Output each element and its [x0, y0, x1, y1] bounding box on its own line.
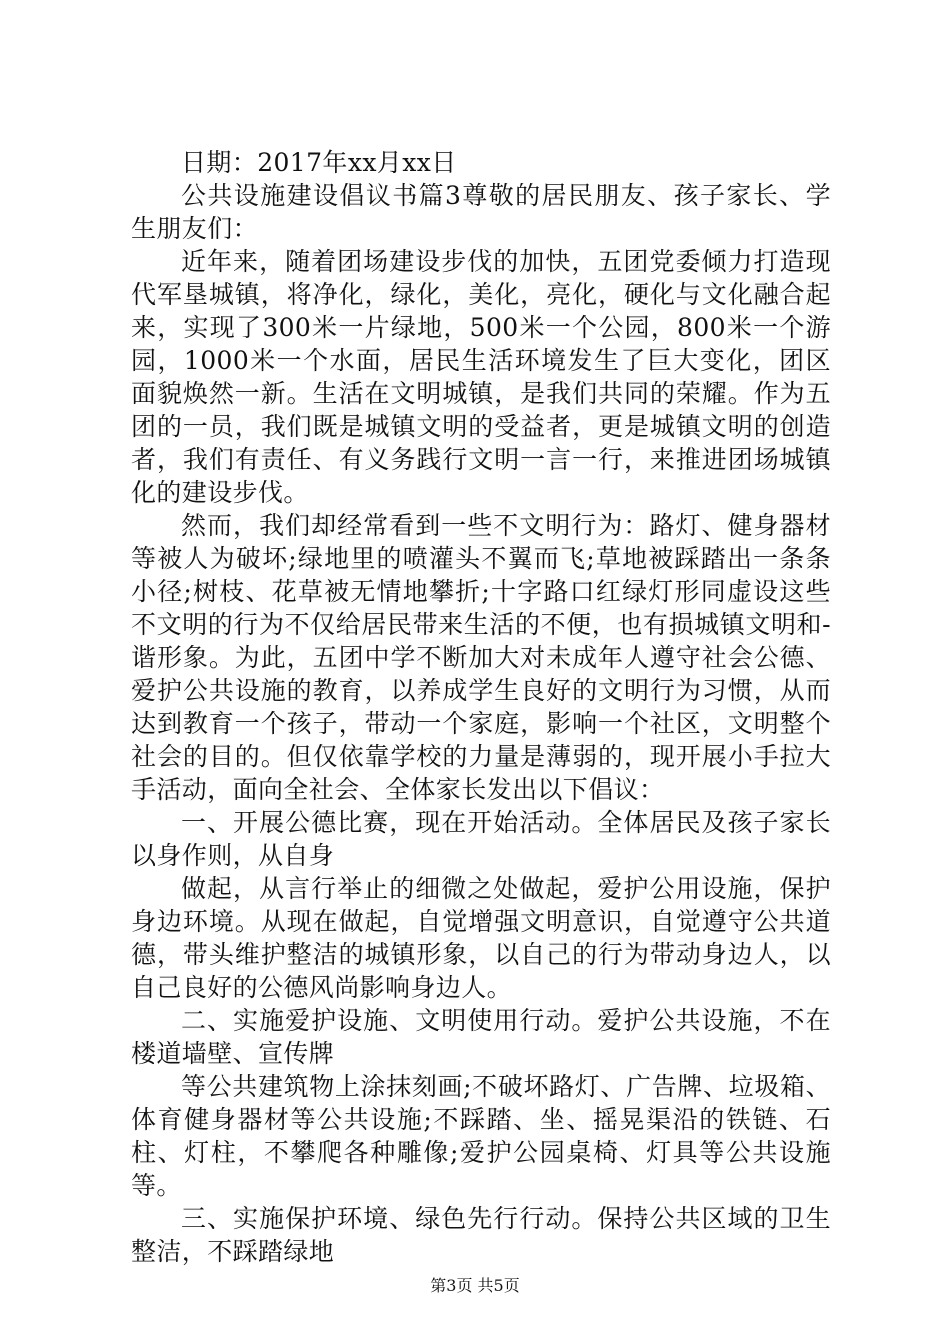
document-body	[131, 146, 831, 1268]
paragraph-problems: 然而，我们却经常看到一些不文明行为：路灯、健身器材等被人为破坏;绿地里的喷灌头不翼而飞;草地被踩踏出一条条小径;树枝、花草被无情地攀折;十字路口红绿灯形同虚设这些不文明的行为不仅给居民带来生活的不便，也有损城镇文明和-谐形象。为此，五团中学不断加大对未成年人遵守社会公德、爱护公共设施的教育，以养成学生良好的文明行为习惯，从而达到教育一个孩子，带动一个家庭，影响一个社区，文明整个社会的目的。但仅依靠学校的力量是薄弱的，现开展小手拉大手活动，面向全社会、全体家长发出以下倡议：	[131, 511, 831, 804]
proposal-two-heading: 二、实施爱护设施、文明使用行动。爱护公共设施，不在楼道墙壁、宣传牌	[131, 1006, 831, 1068]
title-salutation: 公共设施建设倡议书篇3尊敬的居民朋友、孩子家长、学生朋友们：	[131, 181, 831, 243]
date-line: 日期：2017年xx月xx日	[181, 148, 457, 177]
proposal-one-body: 做起，从言行举止的细微之处做起，爱护公用设施，保护身边环境。从现在做起，自觉增强文明意识，自觉遵守公共道德，带头维护整洁的城镇形象，以自己的行为带动身边人，以自己良好的公德风尚影响身边人。	[131, 874, 831, 1002]
proposal-three-heading: 三、实施保护环境、绿色先行行动。保持公共区域的卫生整洁，不踩踏绿地	[131, 1204, 831, 1266]
page-number-footer: 第3页 共5页	[430, 1276, 520, 1295]
paragraph-intro: 近年来，随着团场建设步伐的加快，五团党委倾力打造现代军垦城镇，将净化，绿化，美化，亮化，硬化与文化融合起来，实现了300米一片绿地，500米一个公园，800米一个游园，1000米一个水面，居民生活环境发生了巨大变化，团区面貌焕然一新。生活在文明城镇，是我们共同的荣耀。作为五团的一员，我们既是城镇文明的受益者，更是城镇文明的创造者，我们有责任、有义务践行文明一言一行，来推进团场城镇化的建设步伐。	[131, 247, 831, 507]
proposal-two-body: 等公共建筑物上涂抹刻画;不破坏路灯、广告牌、垃圾箱、体育健身器材等公共设施;不踩踏、坐、摇晃渠沿的铁链、石柱、灯柱，不攀爬各种雕像;爱护公园桌椅、灯具等公共设施等。	[131, 1072, 831, 1200]
proposal-one-heading: 一、开展公德比赛，现在开始活动。全体居民及孩子家长以身作则，从自身	[131, 808, 831, 870]
